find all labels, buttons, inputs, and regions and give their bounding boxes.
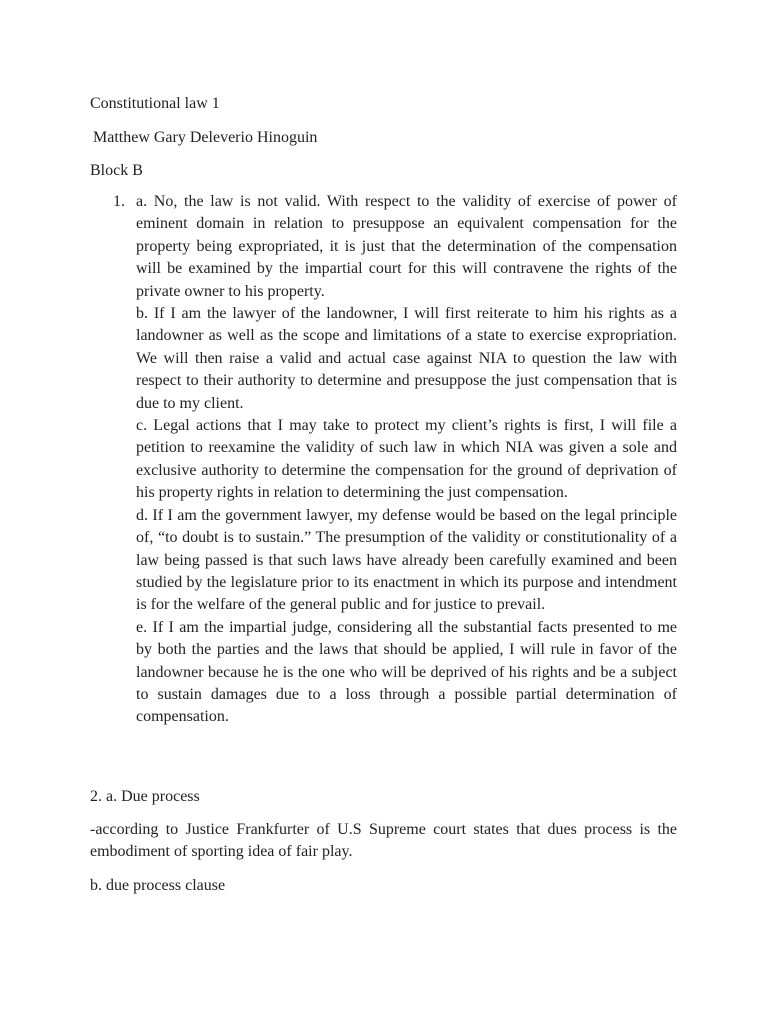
block-label: Block B [90,162,143,179]
course-title: Constitutional law 1 [90,95,220,112]
question-1-answers [136,191,677,729]
answer-1c: c. Legal actions that I may take to protect my client’s rights is first, I will file a petition to reexamine the validity of such law in which NIA was given a sole and exclusive authority to determine the compensation for the ground of deprivation of his property rights in relation to determining the just compensation. [136,417,677,502]
question-2b-heading: b. due process clause [90,877,226,894]
answer-1a: a. No, the law is not valid. With respect to the validity of exercise of power of eminent domain in relation to presuppose an equivalent compensation for the property being expropriated, it is just that the determination of the compensation will be examined by the impartial court for this will contravene the rights of the private owner to his property. [136,193,677,300]
question-1 [90,191,677,729]
answer-1e: e. If I am the impartial judge, considering all the substantial facts presented to me by both the parties and the laws that should be applied, I will rule in favor of the landowner because he is the one who will be deprived of his rights and be a subject to sustain damages due to a loss through a possible partial determination of compensation. [136,618,677,726]
answer-1b: b. If I am the lawyer of the landowner, I will first reiterate to him his rights as a landowner as well as the scope and limitations of a state to exercise expropriation. We will then raise a valid and actual case against NIA to question the law with respect to their authority to determine and presuppose the just compensation that is due to my client. [136,305,677,412]
question-2a-heading: 2. a. Due process [90,788,200,805]
question-1-number: 1. [113,193,125,210]
answer-1d: d. If I am the government lawyer, my defense would be based on the legal principle of, “to doubt is to sustain.” The presumption of the validity or constitutionality of a law being passed is that such laws have already been carefully examined and been studied by the legislature prior to its enactment in which its purpose and intendment is for the welfare of the general public and for justice to prevail. [136,506,677,614]
question-2a-text: -according to Justice Frankfurter of U.S Supreme court states that dues process is the embodiment of sporting idea of fair play. [90,821,677,861]
author-name: Matthew Gary Deleverio Hinoguin [93,129,318,146]
